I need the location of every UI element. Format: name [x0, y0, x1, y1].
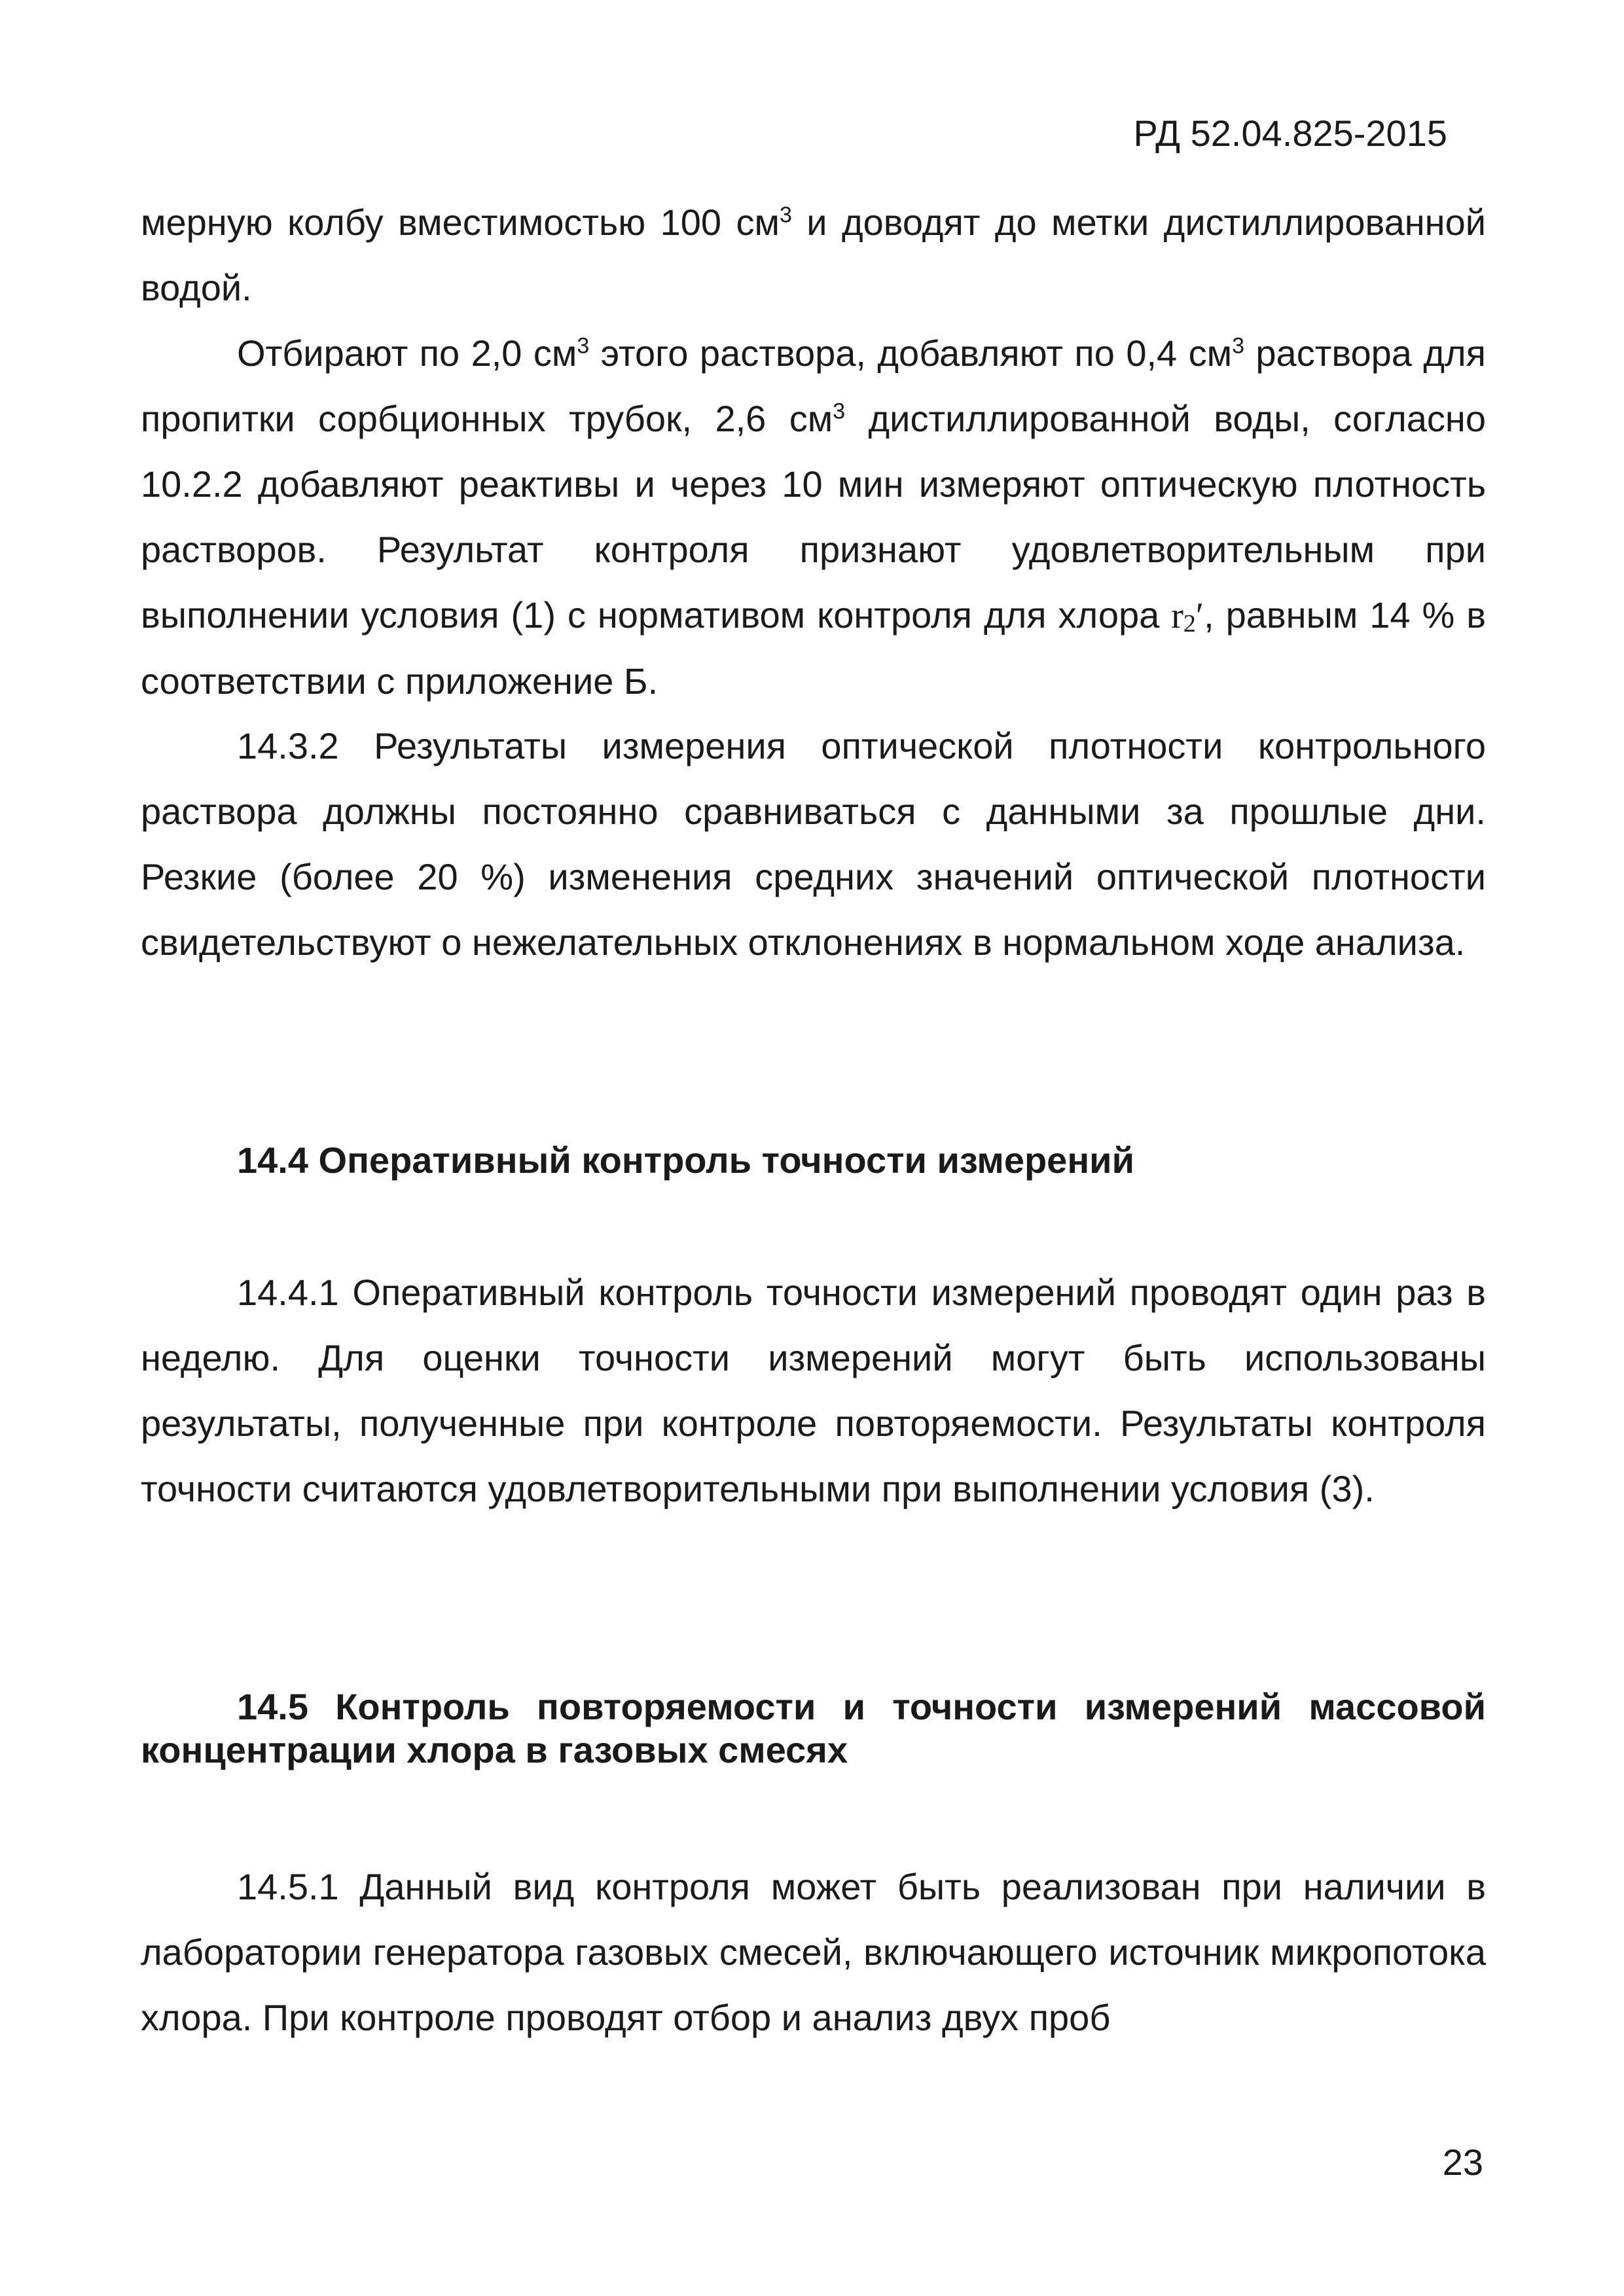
paragraph-control-solution	[141, 321, 1486, 714]
section-heading-14-5: 14.5 Контроль повторяемости и точности измерений массовой концентрации хлора в газовых смесях	[141, 1686, 1486, 1770]
paragraph-text: , равным 14 % в соответствии с приложение Б.	[141, 594, 1486, 702]
superscript: 3	[1232, 333, 1244, 359]
paragraph-text: раствора для пропитки сорбционных трубок, 2,6 см	[141, 332, 1486, 439]
paragraph-text: дистиллированной воды, согласно 10.2.2 добавляют реактивы и через 10 мин измеряют оптическую плотность растворов. Результат контроля признают удовлетворительным при выполнении условия (1) с нормативом контроля для хлора	[141, 398, 1487, 636]
superscript: 3	[577, 333, 590, 359]
superscript: 3	[833, 399, 846, 424]
prime-mark: ′	[1195, 596, 1204, 636]
paragraph-14-3-2: 14.3.2 Результаты измерения оптической плотности контрольного раствора должны постоянно сравниваться с данными за прошлые дни. Резкие (более 20 %) изменения средних значений оптической плотности свидетельствуют о нежелательных отклонениях в нормальном ходе анализа.	[141, 725, 1486, 963]
paragraph-text: Отбирают по 2,0 см	[237, 332, 577, 374]
paragraph-14-5-1: 14.5.1 Данный вид контроля может быть реализован при наличии в лаборатории генератора газовых смесей, включающего источник микропотока хлора. При контроле проводят отбор и анализ двух проб	[141, 1866, 1486, 2038]
subscript: 2	[1183, 610, 1196, 637]
page-number: 23	[1442, 2142, 1483, 2183]
superscript: 3	[779, 202, 792, 228]
document-code: РД 52.04.825-2015	[1133, 113, 1447, 154]
paragraph-text: и доводят до метки дистиллированной водой.	[141, 202, 1487, 308]
paragraph-text: этого раствора, добавляют по 0,4 см	[589, 332, 1233, 374]
formula-symbol: r	[1171, 596, 1183, 636]
paragraph-continuation	[141, 190, 1486, 321]
section-heading-14-4: 14.4 Оперативный контроль точности измерений	[237, 1139, 1134, 1181]
paragraph-text: мерную колбу вместимостью 100 см	[141, 202, 780, 243]
paragraph-14-4-1: 14.4.1 Оперативный контроль точности измерений проводят один раз в неделю. Для оценки точности измерений могут быть использованы результаты, полученные при контроле повторяемости. Результаты контроля точности считаются удовлетворительными при выполнении условия (3).	[141, 1272, 1486, 1509]
